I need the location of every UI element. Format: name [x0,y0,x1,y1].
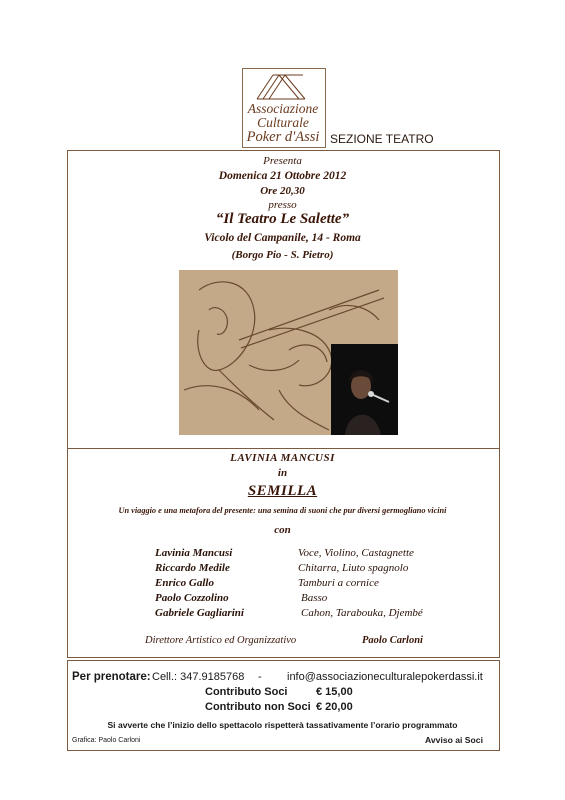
booking-dash: - [258,671,262,683]
singer-silhouette [331,344,398,435]
section-label: SEZIONE TEATRO [330,132,434,146]
cast-name: Lavinia Mancusi [155,547,233,559]
presso: presso [268,199,297,211]
venue-area: (Borgo Pio - S. Pietro) [231,249,334,261]
show-subtitle: Un viaggio e una metafora del presente: una semina di suoni che pur diversi germogliano vicini [118,506,447,515]
logo-line-2: Culturale [257,115,309,130]
cast-name: Enrico Gallo [155,577,214,589]
avviso-soci: Avviso ai Soci [425,735,483,745]
show-title: SEMILLA [247,483,318,499]
singer-photo [331,344,398,435]
booking-email[interactable]: info@associazioneculturalepokerdassi.it [287,671,483,683]
cast-row [155,562,455,576]
director-name: Paolo Carloni [362,635,423,646]
graphic-credit: Grafica: Paolo Carloni [72,737,141,744]
booking-phone: Cell.: 347.9185768 [152,671,245,683]
cast-row [155,547,455,561]
cast-row [155,607,455,621]
fanned-cards-icon [243,69,325,105]
presenta: Presenta [263,155,302,167]
event-time: Ore 20,30 [260,185,305,197]
cast-role: Tamburi a cornice [298,577,379,589]
in-label: in [277,467,288,479]
notice-text: Si avverte che l’inizio dello spettacolo rispetterà tassativamente l’orario programmato [107,720,458,730]
event-date: Domenica 21 Ottobre 2012 [218,170,347,182]
soci-price: € 15,00 [316,686,353,698]
cast-row [155,592,455,606]
venue-address: Vicolo del Campanile, 14 - Roma [204,232,361,244]
non-soci-label: Contributo non Soci [205,701,311,713]
cast-role: Basso [301,592,328,604]
logo-line-1: Associazione [247,101,319,116]
soci-label: Contributo Soci [205,686,288,698]
logo-text [243,102,323,144]
logo-line-3: Poker d'Assi [246,129,320,145]
venue-name: “Il Teatro Le Salette” [215,211,350,227]
cast-role: Cahon, Tarabouka, Djembé [301,607,423,619]
cast-role: Chitarra, Liuto spagnolo [298,562,409,574]
booking-label: Per prenotare: [72,671,151,683]
cast-name: Paolo Cozzolino [155,592,229,604]
cast-row [155,577,455,591]
artist-name: LAVINIA MANCUSI [230,452,335,464]
director-label: Direttore Artistico ed Organizzativo [145,635,297,646]
con-label: con [274,524,291,536]
cast-name: Gabriele Gagliarini [155,607,244,619]
non-soci-price: € 20,00 [316,701,353,713]
cast-name: Riccardo Medile [155,562,230,574]
cast-role: Voce, Violino, Castagnette [298,547,414,559]
